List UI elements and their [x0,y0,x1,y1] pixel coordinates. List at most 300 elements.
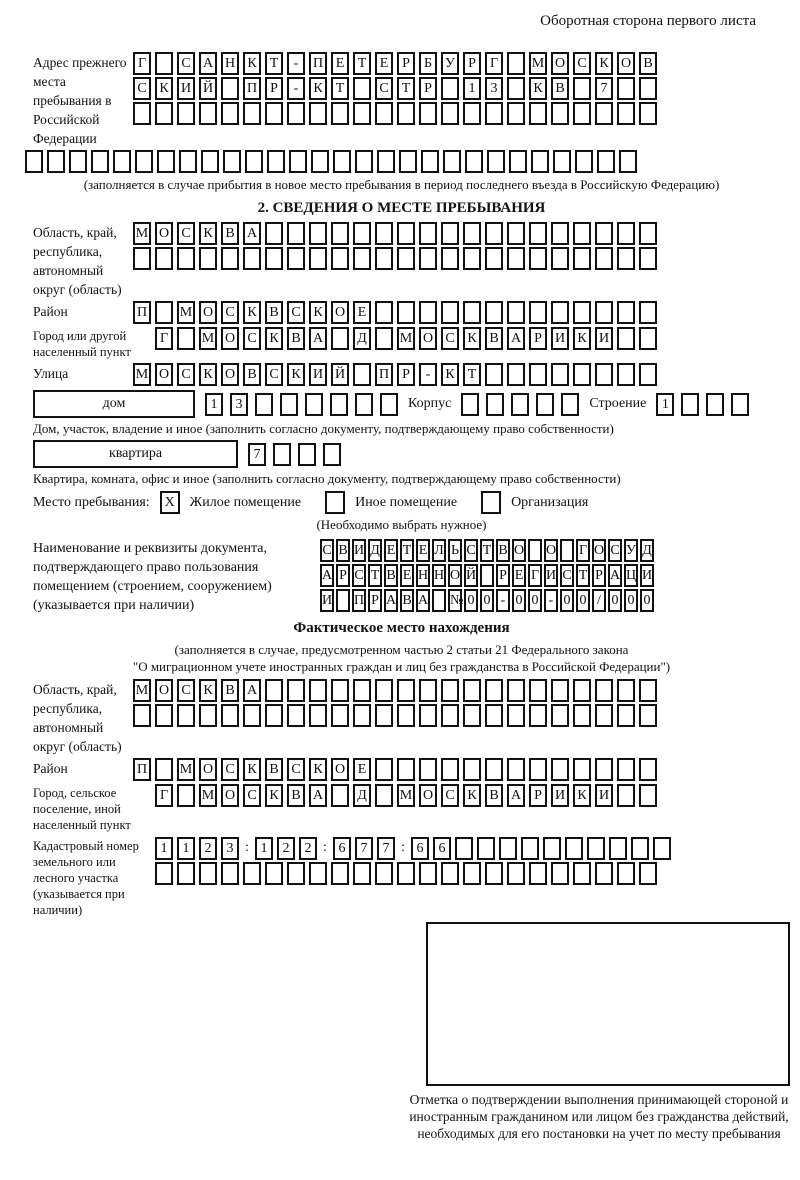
char-cell[interactable]: А [309,784,327,807]
char-cell[interactable] [595,862,613,885]
char-cell[interactable]: К [441,363,459,386]
char-cell[interactable] [333,150,351,173]
char-cell[interactable] [397,222,415,245]
char-cell[interactable] [507,862,525,885]
char-cell[interactable]: В [639,52,657,75]
char-cell[interactable]: Г [155,327,173,350]
char-cell[interactable] [375,784,393,807]
char-cell[interactable] [287,704,305,727]
char-cell[interactable] [485,758,503,781]
char-cell[interactable]: С [177,679,195,702]
char-cell[interactable] [331,784,349,807]
document-row-1[interactable] [320,539,654,562]
char-cell[interactable] [587,837,605,860]
prev-address-row-4[interactable] [25,150,770,173]
char-cell[interactable] [465,150,483,173]
char-cell[interactable] [353,247,371,270]
char-cell[interactable] [397,301,415,324]
char-cell[interactable] [529,862,547,885]
char-cell[interactable] [485,862,503,885]
char-cell[interactable] [353,102,371,125]
char-cell[interactable] [463,102,481,125]
char-cell[interactable] [565,837,583,860]
char-cell[interactable]: Т [480,539,494,562]
char-cell[interactable] [595,758,613,781]
char-cell[interactable]: И [177,77,195,100]
char-cell[interactable]: И [544,564,558,587]
char-cell[interactable]: Т [368,564,382,587]
char-cell[interactable]: О [155,222,173,245]
char-cell[interactable]: Р [496,564,510,587]
char-cell[interactable] [265,247,283,270]
char-cell[interactable] [377,150,395,173]
char-cell[interactable] [463,679,481,702]
char-cell[interactable] [375,758,393,781]
stroenie-cells[interactable] [656,393,749,416]
char-cell[interactable] [287,679,305,702]
char-cell[interactable] [309,862,327,885]
char-cell[interactable] [311,150,329,173]
char-cell[interactable] [485,704,503,727]
char-cell[interactable]: - [287,77,305,100]
char-cell[interactable]: М [133,679,151,702]
char-cell[interactable]: А [384,589,398,612]
fact-gorod-row[interactable] [155,784,657,807]
char-cell[interactable] [199,247,217,270]
char-cell[interactable] [480,564,494,587]
char-cell[interactable] [397,679,415,702]
char-cell[interactable] [529,679,547,702]
char-cell[interactable] [177,327,195,350]
char-cell[interactable] [336,589,350,612]
char-cell[interactable] [639,247,657,270]
char-cell[interactable] [155,52,173,75]
char-cell[interactable] [267,150,285,173]
char-cell[interactable] [441,862,459,885]
char-cell[interactable] [177,862,195,885]
char-cell[interactable]: П [352,589,366,612]
char-cell[interactable] [331,222,349,245]
char-cell[interactable] [287,102,305,125]
char-cell[interactable] [133,704,151,727]
char-cell[interactable]: 2 [277,837,295,860]
char-cell[interactable]: К [573,327,591,350]
document-row-3[interactable] [320,589,654,612]
char-cell[interactable]: 7 [248,443,266,466]
char-cell[interactable] [375,247,393,270]
checkbox-inoe[interactable] [325,491,345,514]
char-cell[interactable] [375,704,393,727]
checkbox-organizatsiya[interactable] [481,491,501,514]
char-cell[interactable]: О [331,301,349,324]
char-cell[interactable]: 6 [333,837,351,860]
char-cell[interactable] [639,784,657,807]
char-cell[interactable]: 1 [255,837,273,860]
char-cell[interactable] [536,393,554,416]
char-cell[interactable]: Е [353,301,371,324]
char-cell[interactable] [280,393,298,416]
char-cell[interactable]: П [375,363,393,386]
char-cell[interactable] [255,393,273,416]
char-cell[interactable]: П [133,301,151,324]
char-cell[interactable] [135,150,153,173]
char-cell[interactable]: С [221,758,239,781]
char-cell[interactable]: О [551,52,569,75]
char-cell[interactable]: К [309,758,327,781]
char-cell[interactable] [639,704,657,727]
char-cell[interactable] [463,301,481,324]
char-cell[interactable] [353,363,371,386]
char-cell[interactable]: С [464,539,478,562]
char-cell[interactable] [617,102,635,125]
char-cell[interactable]: Е [416,539,430,562]
char-cell[interactable] [265,862,283,885]
char-cell[interactable]: Л [432,539,446,562]
char-cell[interactable] [155,247,173,270]
char-cell[interactable] [617,222,635,245]
char-cell[interactable]: Г [133,52,151,75]
char-cell[interactable]: К [287,363,305,386]
char-cell[interactable]: 6 [411,837,429,860]
char-cell[interactable]: Г [485,52,503,75]
char-cell[interactable] [463,704,481,727]
char-cell[interactable]: С [441,784,459,807]
char-cell[interactable]: Р [397,52,415,75]
char-cell[interactable] [441,704,459,727]
char-cell[interactable] [463,862,481,885]
char-cell[interactable]: А [507,327,525,350]
char-cell[interactable]: С [177,52,195,75]
char-cell[interactable]: П [309,52,327,75]
char-cell[interactable] [573,222,591,245]
char-cell[interactable] [507,247,525,270]
char-cell[interactable]: С [608,539,622,562]
char-cell[interactable]: Р [397,363,415,386]
char-cell[interactable]: М [199,784,217,807]
char-cell[interactable]: 0 [608,589,622,612]
char-cell[interactable] [529,301,547,324]
char-cell[interactable] [529,363,547,386]
char-cell[interactable] [133,102,151,125]
char-cell[interactable] [375,222,393,245]
char-cell[interactable]: Е [353,758,371,781]
char-cell[interactable]: Е [400,564,414,587]
char-cell[interactable] [397,102,415,125]
char-cell[interactable]: О [617,52,635,75]
char-cell[interactable] [69,150,87,173]
kvartira-cells[interactable] [248,443,341,466]
char-cell[interactable] [509,150,527,173]
char-cell[interactable] [419,704,437,727]
char-cell[interactable] [265,222,283,245]
char-cell[interactable]: С [243,327,261,350]
char-cell[interactable]: 0 [512,589,526,612]
char-cell[interactable] [353,862,371,885]
dom-cells[interactable] [205,393,398,416]
char-cell[interactable]: Р [336,564,350,587]
char-cell[interactable] [419,301,437,324]
document-row-2[interactable] [320,564,654,587]
char-cell[interactable] [631,837,649,860]
char-cell[interactable] [575,150,593,173]
char-cell[interactable] [551,247,569,270]
char-cell[interactable] [265,102,283,125]
char-cell[interactable]: 1 [177,837,195,860]
char-cell[interactable]: / [592,589,606,612]
char-cell[interactable] [595,704,613,727]
char-cell[interactable] [609,837,627,860]
char-cell[interactable]: Й [331,363,349,386]
char-cell[interactable] [551,363,569,386]
char-cell[interactable]: О [331,758,349,781]
char-cell[interactable]: Д [353,327,371,350]
char-cell[interactable] [507,102,525,125]
char-cell[interactable] [573,704,591,727]
char-cell[interactable]: К [243,301,261,324]
char-cell[interactable]: С [177,222,195,245]
char-cell[interactable] [639,222,657,245]
char-cell[interactable] [595,301,613,324]
gorod-row[interactable] [155,327,657,350]
char-cell[interactable] [455,837,473,860]
char-cell[interactable] [133,247,151,270]
char-cell[interactable]: М [177,758,195,781]
char-cell[interactable]: Е [384,539,398,562]
char-cell[interactable] [617,862,635,885]
char-cell[interactable]: С [320,539,334,562]
char-cell[interactable]: Р [592,564,606,587]
char-cell[interactable]: С [265,363,283,386]
char-cell[interactable]: К [155,77,173,100]
char-cell[interactable] [507,77,525,100]
char-cell[interactable] [485,247,503,270]
char-cell[interactable] [521,837,539,860]
char-cell[interactable]: Н [221,52,239,75]
char-cell[interactable] [529,758,547,781]
char-cell[interactable] [199,862,217,885]
char-cell[interactable] [507,222,525,245]
char-cell[interactable] [441,247,459,270]
char-cell[interactable] [551,102,569,125]
char-cell[interactable]: С [560,564,574,587]
char-cell[interactable]: 3 [230,393,248,416]
char-cell[interactable] [305,393,323,416]
char-cell[interactable] [201,150,219,173]
rayon-row[interactable] [133,301,657,324]
char-cell[interactable] [639,102,657,125]
char-cell[interactable] [441,758,459,781]
prev-address-row-2[interactable] [133,77,657,100]
char-cell[interactable]: 7 [595,77,613,100]
char-cell[interactable] [507,704,525,727]
char-cell[interactable]: М [199,327,217,350]
char-cell[interactable]: 1 [463,77,481,100]
char-cell[interactable]: И [551,784,569,807]
char-cell[interactable]: Н [432,564,446,587]
char-cell[interactable]: П [243,77,261,100]
char-cell[interactable] [463,222,481,245]
char-cell[interactable]: К [463,327,481,350]
char-cell[interactable] [443,150,461,173]
oblast-row-2[interactable] [133,247,657,270]
char-cell[interactable] [419,222,437,245]
char-cell[interactable]: К [463,784,481,807]
char-cell[interactable] [353,77,371,100]
char-cell[interactable]: С [573,52,591,75]
char-cell[interactable] [551,222,569,245]
char-cell[interactable]: Р [265,77,283,100]
char-cell[interactable] [597,150,615,173]
char-cell[interactable]: Р [368,589,382,612]
char-cell[interactable]: Е [512,564,526,587]
char-cell[interactable] [330,393,348,416]
char-cell[interactable]: Р [419,77,437,100]
fact-rayon-row[interactable] [133,758,657,781]
char-cell[interactable]: К [199,222,217,245]
char-cell[interactable]: И [551,327,569,350]
char-cell[interactable]: О [199,301,217,324]
char-cell[interactable] [355,150,373,173]
char-cell[interactable] [375,679,393,702]
char-cell[interactable]: А [507,784,525,807]
char-cell[interactable] [155,102,173,125]
char-cell[interactable] [573,363,591,386]
char-cell[interactable] [113,150,131,173]
ulitsa-row[interactable] [133,363,657,386]
char-cell[interactable]: К [309,77,327,100]
char-cell[interactable]: 0 [624,589,638,612]
char-cell[interactable] [551,704,569,727]
char-cell[interactable] [441,301,459,324]
char-cell[interactable] [461,393,479,416]
char-cell[interactable] [529,247,547,270]
char-cell[interactable]: А [416,589,430,612]
char-cell[interactable]: 1 [656,393,674,416]
char-cell[interactable] [309,247,327,270]
char-cell[interactable] [653,837,671,860]
char-cell[interactable]: К [529,77,547,100]
char-cell[interactable]: И [320,589,334,612]
char-cell[interactable]: В [287,327,305,350]
char-cell[interactable] [507,363,525,386]
char-cell[interactable] [157,150,175,173]
char-cell[interactable]: К [199,363,217,386]
char-cell[interactable] [573,102,591,125]
char-cell[interactable] [221,704,239,727]
char-cell[interactable] [323,443,341,466]
char-cell[interactable]: И [640,564,654,587]
char-cell[interactable]: О [155,679,173,702]
char-cell[interactable]: Т [331,77,349,100]
char-cell[interactable] [331,102,349,125]
char-cell[interactable] [289,150,307,173]
char-cell[interactable]: И [595,784,613,807]
char-cell[interactable] [731,393,749,416]
char-cell[interactable] [499,837,517,860]
char-cell[interactable] [617,327,635,350]
char-cell[interactable]: У [624,539,638,562]
char-cell[interactable] [287,247,305,270]
fact-oblast-row-2[interactable] [133,704,657,727]
char-cell[interactable] [617,363,635,386]
char-cell[interactable] [309,679,327,702]
char-cell[interactable]: В [400,589,414,612]
char-cell[interactable] [639,679,657,702]
char-cell[interactable]: Ц [624,564,638,587]
char-cell[interactable]: М [397,327,415,350]
char-cell[interactable]: А [243,222,261,245]
char-cell[interactable] [441,77,459,100]
char-cell[interactable] [380,393,398,416]
char-cell[interactable]: Й [464,564,478,587]
char-cell[interactable] [331,704,349,727]
char-cell[interactable] [309,222,327,245]
char-cell[interactable]: У [441,52,459,75]
char-cell[interactable]: 0 [576,589,590,612]
char-cell[interactable]: О [448,564,462,587]
char-cell[interactable]: - [496,589,510,612]
char-cell[interactable] [595,363,613,386]
char-cell[interactable] [681,393,699,416]
char-cell[interactable] [177,102,195,125]
char-cell[interactable] [353,222,371,245]
char-cell[interactable] [177,704,195,727]
char-cell[interactable]: 0 [560,589,574,612]
char-cell[interactable] [441,679,459,702]
char-cell[interactable]: 0 [480,589,494,612]
char-cell[interactable]: - [544,589,558,612]
char-cell[interactable]: Г [155,784,173,807]
char-cell[interactable]: В [336,539,350,562]
char-cell[interactable]: 2 [199,837,217,860]
char-cell[interactable]: К [243,758,261,781]
char-cell[interactable] [617,704,635,727]
char-cell[interactable] [419,758,437,781]
char-cell[interactable] [617,301,635,324]
char-cell[interactable] [511,393,529,416]
char-cell[interactable] [298,443,316,466]
char-cell[interactable]: К [595,52,613,75]
char-cell[interactable] [397,247,415,270]
char-cell[interactable] [243,102,261,125]
char-cell[interactable]: К [265,327,283,350]
char-cell[interactable] [353,704,371,727]
char-cell[interactable] [595,247,613,270]
char-cell[interactable] [463,758,481,781]
char-cell[interactable] [199,704,217,727]
char-cell[interactable] [507,758,525,781]
char-cell[interactable] [485,679,503,702]
char-cell[interactable] [375,102,393,125]
char-cell[interactable]: 2 [299,837,317,860]
char-cell[interactable] [221,102,239,125]
char-cell[interactable] [551,301,569,324]
fact-oblast-row-1[interactable] [133,679,657,702]
char-cell[interactable]: В [496,539,510,562]
char-cell[interactable] [551,679,569,702]
char-cell[interactable] [419,679,437,702]
char-cell[interactable] [419,247,437,270]
char-cell[interactable]: С [177,363,195,386]
char-cell[interactable] [375,327,393,350]
char-cell[interactable] [595,102,613,125]
char-cell[interactable]: Т [576,564,590,587]
char-cell[interactable] [47,150,65,173]
char-cell[interactable]: С [287,758,305,781]
char-cell[interactable] [287,222,305,245]
char-cell[interactable]: В [221,679,239,702]
char-cell[interactable] [223,150,241,173]
